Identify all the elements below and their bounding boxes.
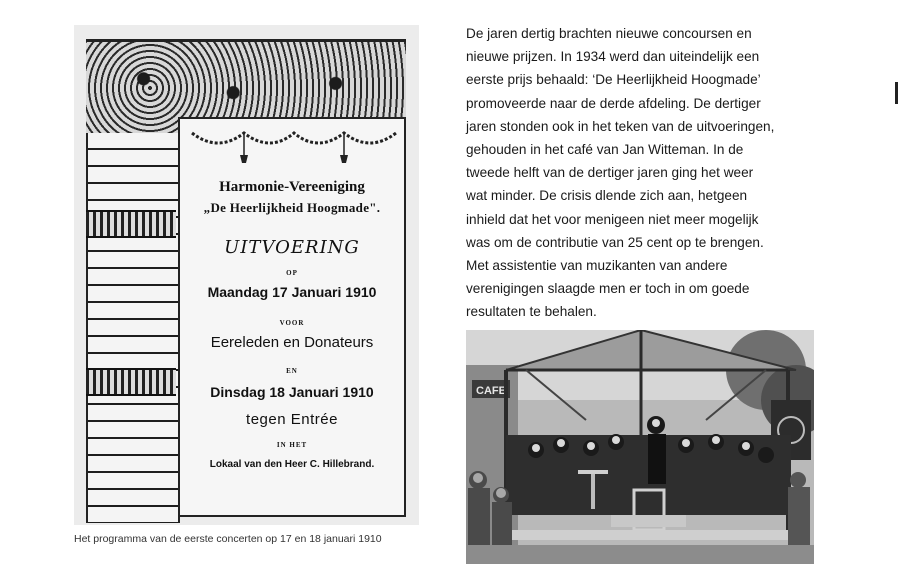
ornament-band [86,210,176,238]
band-photo-drawing [466,330,814,564]
poster-audience: Eereleden en Donateurs [210,334,374,351]
poster-venue: Lokaal van den Heer C. Hillebrand. [209,459,375,470]
poster-society-title: Harmonie-Vereeniging [219,179,365,195]
poster-voor: VOOR [279,319,305,327]
article-line: De jaren dertig brachten nieuwe concoursen en [466,26,752,41]
poster-op: OP [286,269,298,277]
poster-date-1: Maandag 17 Januari 1910 [207,284,377,300]
poster-society-name: „De Heerlijkheid Hoogmade". [203,200,381,215]
garland-ornament [188,125,400,165]
article-line: eerste prijs behaald: ‘De Heerlijkheid Hoogmade’ [466,72,761,88]
article-line: inhield dat het voor menigeen niet meer mogelijk [466,211,759,227]
ornament-band [86,368,176,396]
article-line: promoveerde naar de derde afdeling. De dertiger [466,95,761,111]
article-line: tweede helft van de dertiger jaren ging het weer [466,165,754,181]
text-cursor [895,82,898,104]
poster-heading: UITVOERING [224,237,360,258]
programme-panel [178,117,406,517]
article-text [466,22,826,324]
article-line: wat minder. De crisis dlende zich aan, hetgeen [466,188,748,204]
band-photo [466,330,814,564]
poster-in-het: IN HET [276,441,308,449]
poster-entree: tegen Entrée [246,411,338,428]
cafe-sign: CAFE [476,385,506,397]
poster-date-2: Dinsdag 18 Januari 1910 [210,384,374,400]
article-line: jaren stonden ook in het teken van de uitvoeringen, [466,118,775,134]
poster-caption: Het programma van de eerste concerten op 17 en 18 januari 1910 [74,533,382,545]
concert-programme-poster [74,25,419,525]
poster-en: EN [286,367,298,375]
article-line: resultaten te behalen. [466,304,597,320]
article-line: was om de contributie van 25 cent op te brengen. [466,234,764,250]
article-line: nieuwe prijzen. In 1934 werd dan uiteindelijk een [466,49,760,65]
article-line: verenigingen slaagde men er toch in om goede [466,281,750,297]
article-line: Met assistentie van muzikanten van andere [466,258,728,274]
article-line: gehouden in het café van Jan Witteman. In de [466,142,744,158]
ornament-ruled-column [86,133,180,523]
